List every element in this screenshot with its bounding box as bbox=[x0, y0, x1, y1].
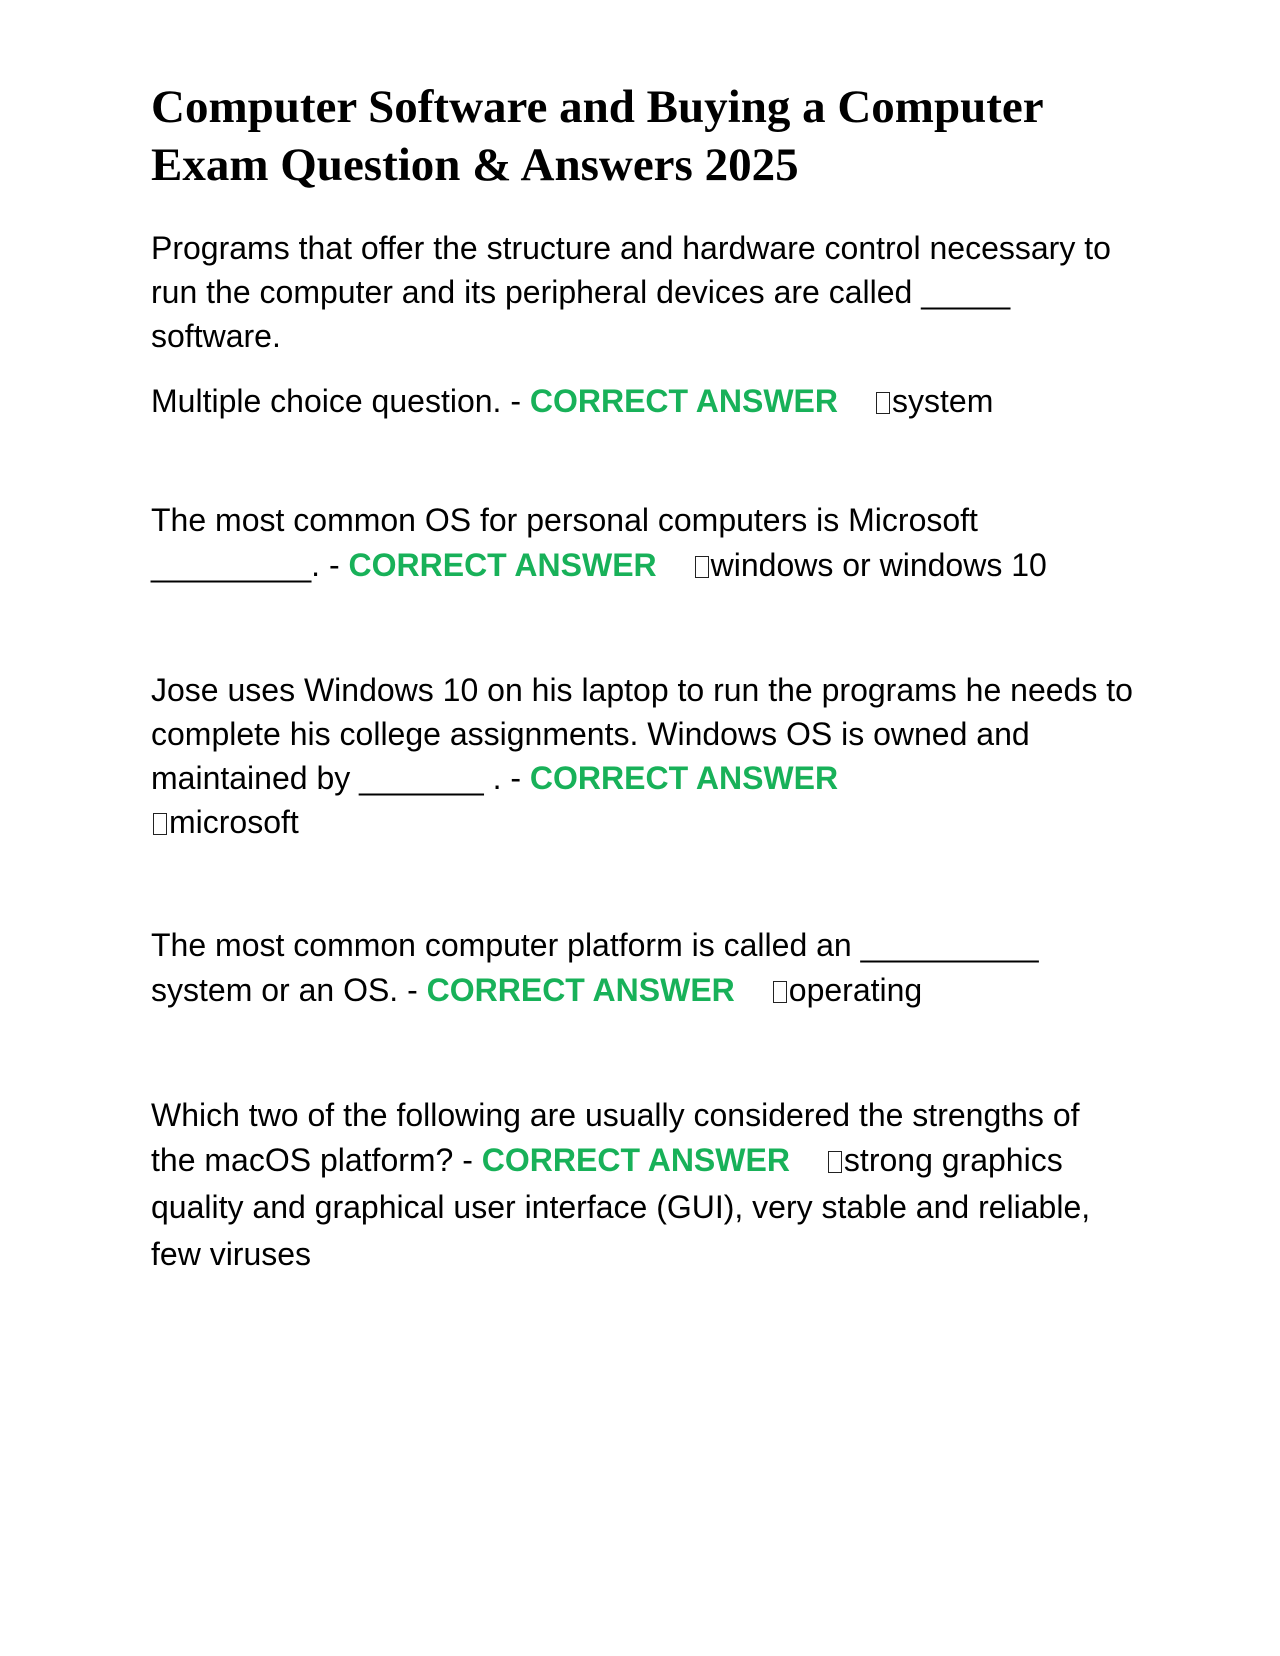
answer-marker-icon bbox=[828, 1151, 842, 1173]
question-text-cont: the macOS platform? - bbox=[151, 1142, 482, 1178]
qa-item-5 bbox=[151, 1093, 1136, 1278]
question-text-cont: system or an OS. - bbox=[151, 972, 427, 1008]
question-text: The most common OS for personal computers is Microsoft bbox=[151, 502, 978, 538]
question-text: Programs that offer the structure and hardware control necessary to run the computer and its peripheral devices are called _____ software. bbox=[151, 230, 1111, 354]
question-text: The most common computer platform is called an __________ bbox=[151, 927, 1039, 963]
question-text: Which two of the following are usually considered the strengths of bbox=[151, 1097, 1080, 1133]
correct-answer-label: CORRECT ANSWER bbox=[529, 760, 839, 796]
document-title: Computer Software and Buying a Computer Exam Question & Answers 2025 bbox=[151, 81, 1043, 191]
qa-item-2 bbox=[151, 498, 1136, 589]
answer-text: system bbox=[892, 383, 994, 419]
question-block bbox=[151, 668, 1136, 844]
answer-line bbox=[151, 542, 1136, 589]
qa-item-1 bbox=[151, 226, 1136, 423]
correct-answer-label: CORRECT ANSWER bbox=[481, 1142, 790, 1178]
answer-marker-icon bbox=[695, 556, 709, 578]
answer-text: microsoft bbox=[169, 804, 299, 840]
answer-marker-icon bbox=[153, 813, 167, 835]
answer-marker-icon bbox=[773, 981, 787, 1003]
correct-answer-label: CORRECT ANSWER bbox=[348, 547, 657, 583]
correct-answer-label: CORRECT ANSWER bbox=[426, 972, 735, 1008]
question-prefix: Multiple choice question. - bbox=[151, 383, 530, 419]
question-text: Jose uses Windows 10 on his laptop to run the programs he needs to complete his college assignments. Windows OS is owned and maintained by _______ . - bbox=[151, 672, 1133, 796]
document-page bbox=[151, 78, 1136, 1278]
answer-line bbox=[151, 1137, 1136, 1278]
answer-marker-icon bbox=[876, 392, 890, 414]
answer-text: operating bbox=[788, 972, 923, 1008]
answer-line bbox=[151, 967, 1136, 1014]
qa-item-3 bbox=[151, 668, 1136, 844]
correct-answer-label: CORRECT ANSWER bbox=[529, 383, 838, 419]
answer-line bbox=[151, 379, 1136, 423]
answer-text: windows or windows 10 bbox=[710, 547, 1047, 583]
question-text-cont: _________. - bbox=[151, 547, 349, 583]
answer-text: strong graphics quality and graphical user interface (GUI), very stable and reliable, few viruses bbox=[151, 1142, 1091, 1272]
qa-item-4 bbox=[151, 923, 1136, 1014]
